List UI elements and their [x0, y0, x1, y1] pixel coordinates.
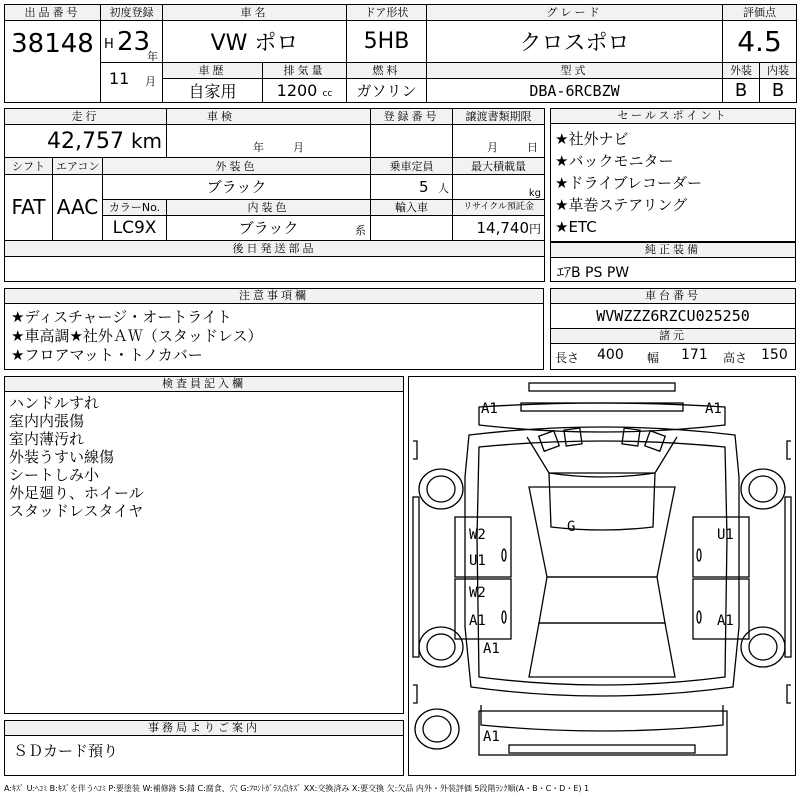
ac-value: AAC: [53, 174, 103, 240]
year-unit: 年: [147, 50, 158, 63]
type-value: DBA-6RCBZW: [427, 79, 723, 103]
mark-rear-bumper: A1: [483, 729, 500, 745]
model-label: 車名: [163, 5, 347, 21]
capacity-cell: [371, 174, 453, 199]
caution-box: [4, 288, 544, 370]
regno-value: [371, 125, 453, 158]
first-reg-month: [101, 63, 163, 103]
maxload-unit: kg: [453, 174, 545, 199]
mark-front-right: A1: [705, 401, 722, 417]
inspector-note: 外足廻り、ホイール: [9, 484, 144, 502]
mark-right-rear-door: A1: [717, 613, 734, 629]
displacement-label: 排気量: [263, 63, 347, 79]
mark-left-front-door: W2: [469, 527, 486, 543]
equipment-title: 純正装備: [551, 243, 795, 258]
type-label: 型式: [427, 63, 723, 79]
length-value: 400: [597, 347, 624, 363]
width-label: 幅: [647, 351, 660, 365]
color-label: 外装色: [103, 158, 371, 174]
grade-value: クロスポロ: [427, 21, 723, 63]
equipment-box: [550, 242, 796, 282]
caution-line: ★車高調★社外ＡＷ（スタッドレス）: [11, 327, 263, 345]
caution-line: ★フロアマット・トノカバー: [11, 346, 203, 364]
intcolor-label: 内装色: [167, 199, 371, 215]
interior-label: 内装: [760, 63, 797, 79]
recycle-label: リサイクル預託金: [453, 199, 545, 215]
regno-label: 登録番号: [371, 109, 453, 125]
caution-line: ★ディスチャージ・オートライト: [11, 308, 232, 326]
intcolor-cell: [167, 216, 371, 241]
model-name: VW ポロ: [163, 21, 347, 63]
capacity-unit: 人: [438, 181, 450, 195]
import-label: 輸入車: [371, 199, 453, 215]
length-label: 長さ: [555, 351, 580, 365]
info-block: [4, 108, 544, 282]
sales-point: ★ドライブレコーダー: [555, 174, 702, 192]
office-title: 事務局よりご案内: [5, 721, 403, 736]
door-type: 5HB: [347, 21, 427, 63]
intcolor-value: ブラック: [238, 219, 299, 238]
sales-point: ★ETC: [555, 218, 597, 236]
history-label: 車歴: [163, 63, 263, 79]
inspector-note: シートしみ小: [9, 466, 100, 484]
first-reg-year: [101, 21, 163, 63]
mark-front-left: A1: [481, 401, 498, 417]
office-text: ＳＤカード預り: [13, 742, 119, 760]
lot-label: 出品番号: [5, 5, 101, 21]
sales-point: ★バックモニター: [555, 152, 674, 170]
width-value: 171: [681, 347, 708, 363]
inspector-list: [5, 392, 403, 522]
history-value: 自家用: [163, 79, 263, 103]
transfer-cell: [453, 125, 545, 158]
capacity-label: 乗車定員: [371, 158, 453, 174]
transfer-day: 日: [527, 141, 539, 155]
caution-title: 注意事項欄: [5, 289, 543, 304]
mileage-label: 走行: [5, 109, 167, 125]
office-box: [4, 720, 404, 776]
inspection-year-unit: 年: [253, 141, 265, 155]
shift-label: シフト: [5, 158, 53, 174]
header-block: [4, 4, 796, 102]
sales-points-title: セールスポイント: [551, 109, 795, 124]
mileage-unit: km: [130, 128, 163, 153]
inspection-label: 車検: [167, 109, 371, 125]
sales-points-box: [550, 108, 796, 242]
mark-hood: G: [567, 519, 576, 535]
grade-label: グレード: [427, 5, 723, 21]
fuel-value: ガソリン: [347, 79, 427, 103]
score-label: 評価点: [723, 5, 797, 21]
inspector-note: 室内内張傷: [9, 412, 85, 430]
sales-points-list: [551, 124, 795, 238]
colorno-label: カラーNo.: [103, 199, 167, 215]
reg-year: 23: [117, 27, 151, 57]
colorno-value: LC9X: [103, 216, 167, 241]
maxload-label: 最大積載量: [453, 158, 545, 174]
displacement-value: 1200: [276, 81, 318, 100]
legend: A:ｷｽﾞ U:ﾍｺﾐ B:ｷｽﾞを伴うﾍｺﾐ P:要塗装 W:補修跡 S:錆 C:腐食、穴 G:ﾌﾛﾝﾄｶﾞﾗｽ点ｷｽﾞ XX:交換済み X:要交換 欠:欠品 内外・外装評価 5段階ﾗﾝｸ順(A・B・C・D・E) 1: [4, 784, 590, 793]
displacement-cell: [263, 79, 347, 103]
sales-point: ★社外ナビ: [555, 130, 629, 148]
lot-number: 38148: [5, 21, 101, 103]
equipment-value: ｴｱB PS PW: [557, 265, 630, 281]
recycle-value: 14,740: [476, 218, 530, 237]
caution-list: [5, 304, 543, 365]
height-label: 高さ: [723, 351, 748, 365]
dims-row: [551, 344, 795, 368]
reg-month: 11: [109, 69, 130, 88]
score-value: 4.5: [723, 21, 797, 63]
interior-grade: B: [760, 79, 797, 103]
inspection-cell: [167, 125, 371, 158]
ac-label: エアコン: [53, 158, 103, 174]
inspector-box: [4, 376, 404, 714]
fuel-label: 燃料: [347, 63, 427, 79]
import-value: [371, 216, 453, 241]
sales-point: ★革巻ステアリング: [555, 196, 688, 214]
month-unit: 月: [145, 75, 156, 88]
inspector-title: 検査員記入欄: [5, 377, 403, 392]
inspection-month-unit: 月: [293, 141, 305, 155]
later-label: 後日発送部品: [5, 240, 545, 256]
mark-left-rear-door-2: A1: [469, 613, 486, 629]
mileage-cell: [5, 125, 167, 158]
recycle-cell: [453, 216, 545, 241]
door-label: ドア形状: [347, 5, 427, 21]
capacity-value: 5: [418, 177, 429, 196]
exterior-grade: B: [723, 79, 760, 103]
color-value: ブラック: [103, 174, 371, 199]
mark-left-rear-door: W2: [469, 585, 486, 601]
recycle-unit: 円: [529, 221, 542, 236]
mark-left-rear-fender: A1: [483, 641, 500, 657]
shift-value: FAT: [5, 174, 53, 240]
later-value: [5, 257, 545, 282]
transfer-month: 月: [487, 141, 499, 155]
header-table: [4, 4, 797, 103]
inspector-note: 外装うすい線傷: [9, 448, 115, 466]
first-reg-label: 初度登録: [101, 5, 163, 21]
height-value: 150: [761, 347, 788, 363]
era: H: [104, 37, 114, 52]
car-outline: [409, 377, 795, 775]
inspector-note: スタッドレスタイヤ: [9, 502, 144, 520]
displacement-unit: cc: [322, 89, 333, 99]
car-diagram: [408, 376, 796, 776]
transfer-label: 譲渡書類期限: [453, 109, 545, 125]
inspector-note: 室内薄汚れ: [9, 430, 85, 448]
intcolor-suffix: 系: [355, 224, 367, 238]
mark-right-front-door: U1: [717, 527, 734, 543]
mileage-value: 42,757: [46, 128, 124, 154]
inspector-note: ハンドルすれ: [9, 394, 100, 412]
exterior-label: 外装: [723, 63, 760, 79]
chassis-number: WVWZZZ6RZCU025250: [551, 304, 795, 329]
mark-left-front-door-2: U1: [469, 553, 486, 569]
chassis-title: 車台番号: [551, 289, 795, 304]
dims-title: 諸元: [551, 329, 795, 344]
chassis-box: [550, 288, 796, 370]
info-table: [4, 108, 545, 282]
